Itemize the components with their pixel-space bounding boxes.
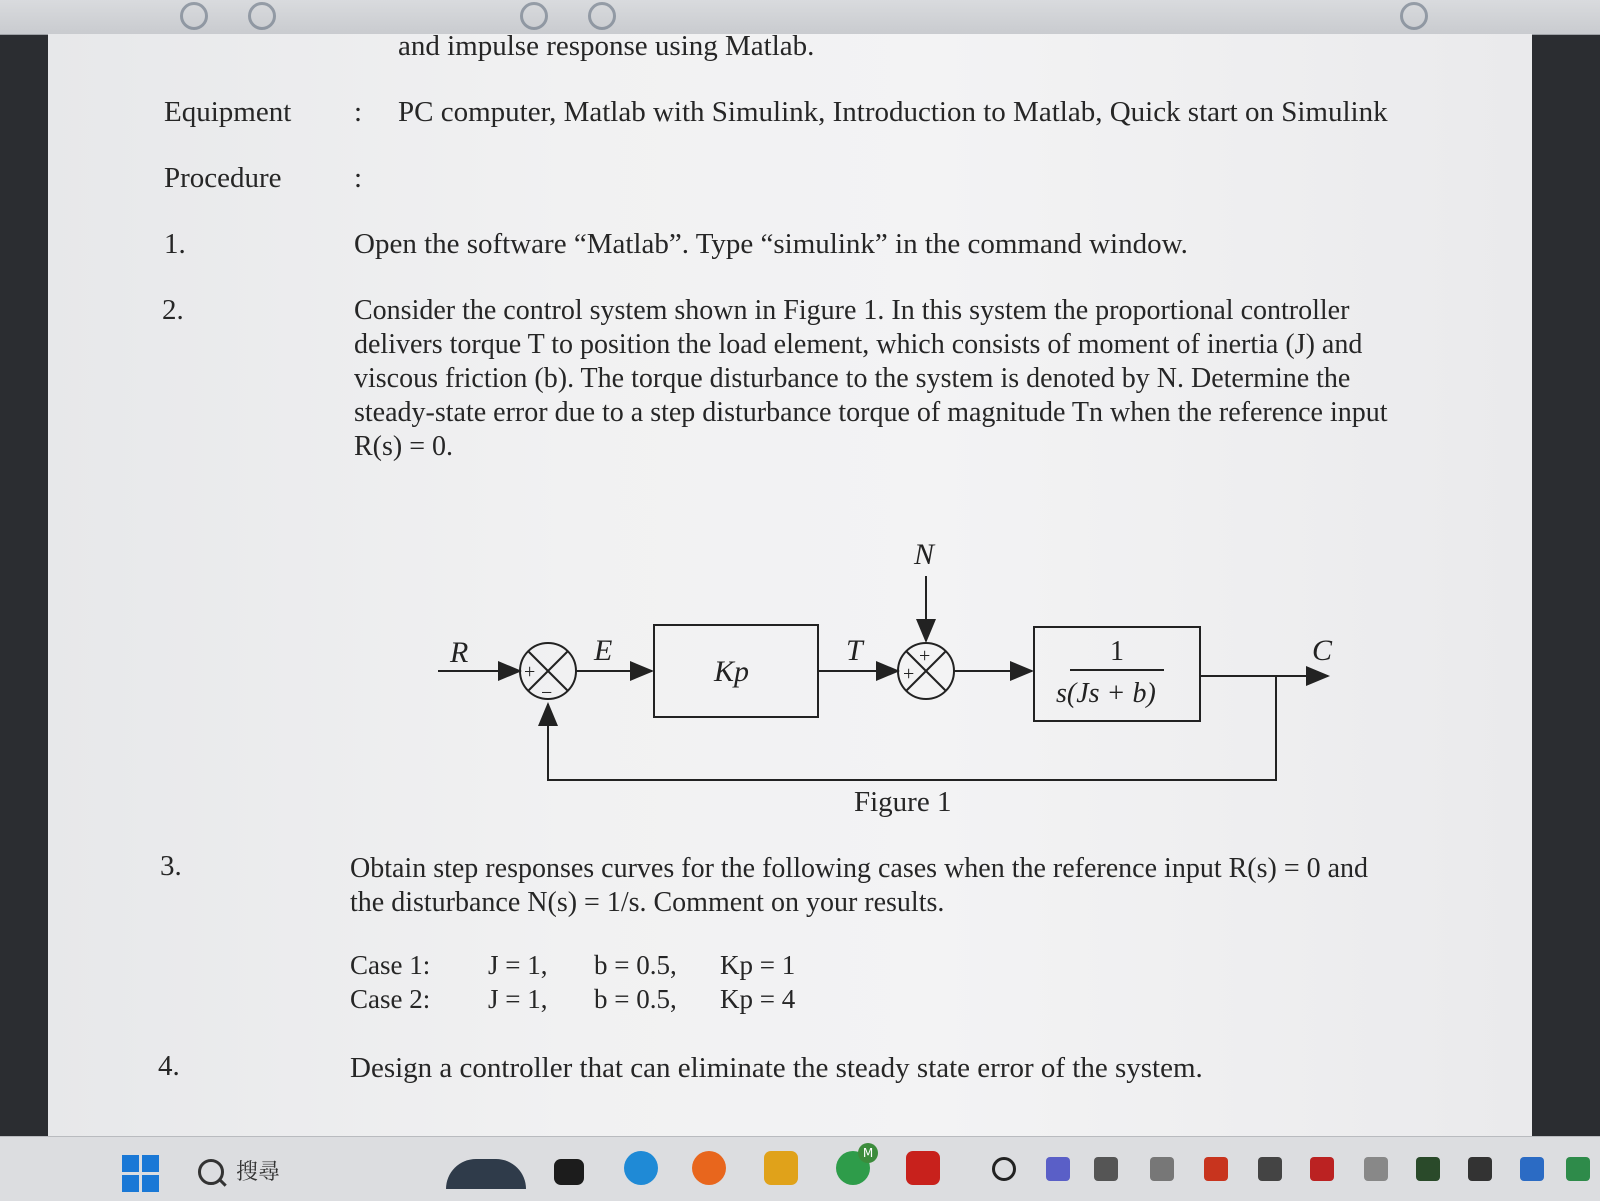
tray-icon[interactable] [1204, 1157, 1228, 1181]
toolbar-icon[interactable] [520, 2, 548, 30]
intro-line: and impulse response using Matlab. [398, 30, 815, 62]
teams-icon[interactable] [1046, 1157, 1070, 1181]
file-explorer-icon[interactable] [554, 1159, 584, 1185]
tray-icon[interactable] [1258, 1157, 1282, 1181]
step-number: 4. [158, 1050, 180, 1082]
tray-icon[interactable] [1566, 1157, 1590, 1181]
output-label: C [1312, 634, 1333, 667]
tray-icon[interactable] [1150, 1157, 1174, 1181]
tray-icon[interactable] [1416, 1157, 1440, 1181]
sum2-plus-top: + [919, 645, 931, 667]
step-line: steady-state error due to a step disturbance torque of magnitude Tn when the reference input [354, 397, 1388, 428]
error-label: E [594, 634, 613, 667]
equipment-value: PC computer, Matlab with Simulink, Introduction to Matlab, Quick start on Simulink [398, 96, 1388, 128]
sum1-minus-sign: − [541, 682, 553, 704]
step-line: delivers torque T to position the load element, which consists of moment of inertia (J) and [354, 329, 1363, 360]
controller-label: Kp [714, 655, 750, 688]
step-line: R(s) = 0. [354, 431, 454, 462]
plant-numerator: 1 [1110, 636, 1124, 667]
case-j-value: J = 1, [488, 984, 548, 1014]
step-number: 2. [162, 294, 184, 326]
step-line: the disturbance N(s) = 1/s. Comment on your results. [350, 887, 945, 918]
step-number: 3. [160, 850, 182, 882]
file-manager-icon[interactable] [764, 1151, 798, 1185]
case-kp-value: Kp = 4 [720, 984, 796, 1014]
input-label: R [450, 636, 469, 669]
step-paragraph [350, 852, 1440, 920]
widget-icon[interactable] [446, 1159, 526, 1189]
procedure-label: Procedure [164, 162, 282, 194]
case-kp-value: Kp = 1 [720, 950, 796, 980]
tray-icon[interactable] [1364, 1157, 1388, 1181]
notification-badge: M [858, 1143, 878, 1163]
sum2-plus-left: + [903, 663, 915, 685]
toolbar-icon[interactable] [248, 2, 276, 30]
step-line: viscous friction (b). The torque disturbance to the system is denoted by N. Determine the [354, 363, 1351, 394]
tray-icon[interactable] [1468, 1157, 1492, 1181]
torque-label: T [846, 634, 863, 667]
equipment-colon: : [354, 96, 363, 128]
case-b-value: b = 0.5, [594, 984, 677, 1014]
procedure-colon: : [354, 162, 363, 194]
tray-icon[interactable] [1520, 1157, 1544, 1181]
step-line: Consider the control system shown in Figure 1. In this system the proportional controller [354, 295, 1350, 326]
edge-icon[interactable] [624, 1151, 658, 1185]
case-label: Case 2: [350, 984, 431, 1014]
feedback-line [548, 676, 1276, 780]
search-icon[interactable] [198, 1159, 224, 1185]
case-j-value: J = 1, [488, 950, 548, 980]
sum1-plus-sign: + [524, 661, 536, 683]
toolbar-icon[interactable] [180, 2, 208, 30]
document-page [48, 30, 1532, 1136]
acrobat-icon[interactable] [906, 1151, 940, 1185]
taskbar-search-label[interactable]: 搜尋 [236, 1160, 281, 1185]
toolbar-icon[interactable] [1400, 2, 1428, 30]
figure-caption: Figure 1 [854, 786, 952, 818]
step-text: Open the software “Matlab”. Type “simulink” in the command window. [354, 228, 1188, 260]
case-b-value: b = 0.5, [594, 950, 677, 980]
windows-start-icon[interactable] [122, 1155, 160, 1193]
taskbar [0, 1136, 1600, 1201]
step-number: 1. [164, 228, 186, 260]
disturbance-label: N [914, 538, 935, 571]
step-line: Obtain step responses curves for the following cases when the reference input R(s) = 0 and [350, 853, 1369, 884]
tray-icon[interactable] [1094, 1157, 1118, 1181]
plant-denominator: s(Js + b) [1056, 678, 1156, 709]
equipment-label: Equipment [164, 96, 292, 128]
case-label: Case 1: [350, 950, 431, 980]
toolbar-icon[interactable] [588, 2, 616, 30]
tray-icon[interactable] [992, 1157, 1016, 1181]
step-text: Design a controller that can eliminate the steady state error of the system. [350, 1052, 1203, 1084]
firefox-icon[interactable] [692, 1151, 726, 1185]
tray-icon[interactable] [1310, 1157, 1334, 1181]
step-paragraph [354, 294, 1434, 464]
